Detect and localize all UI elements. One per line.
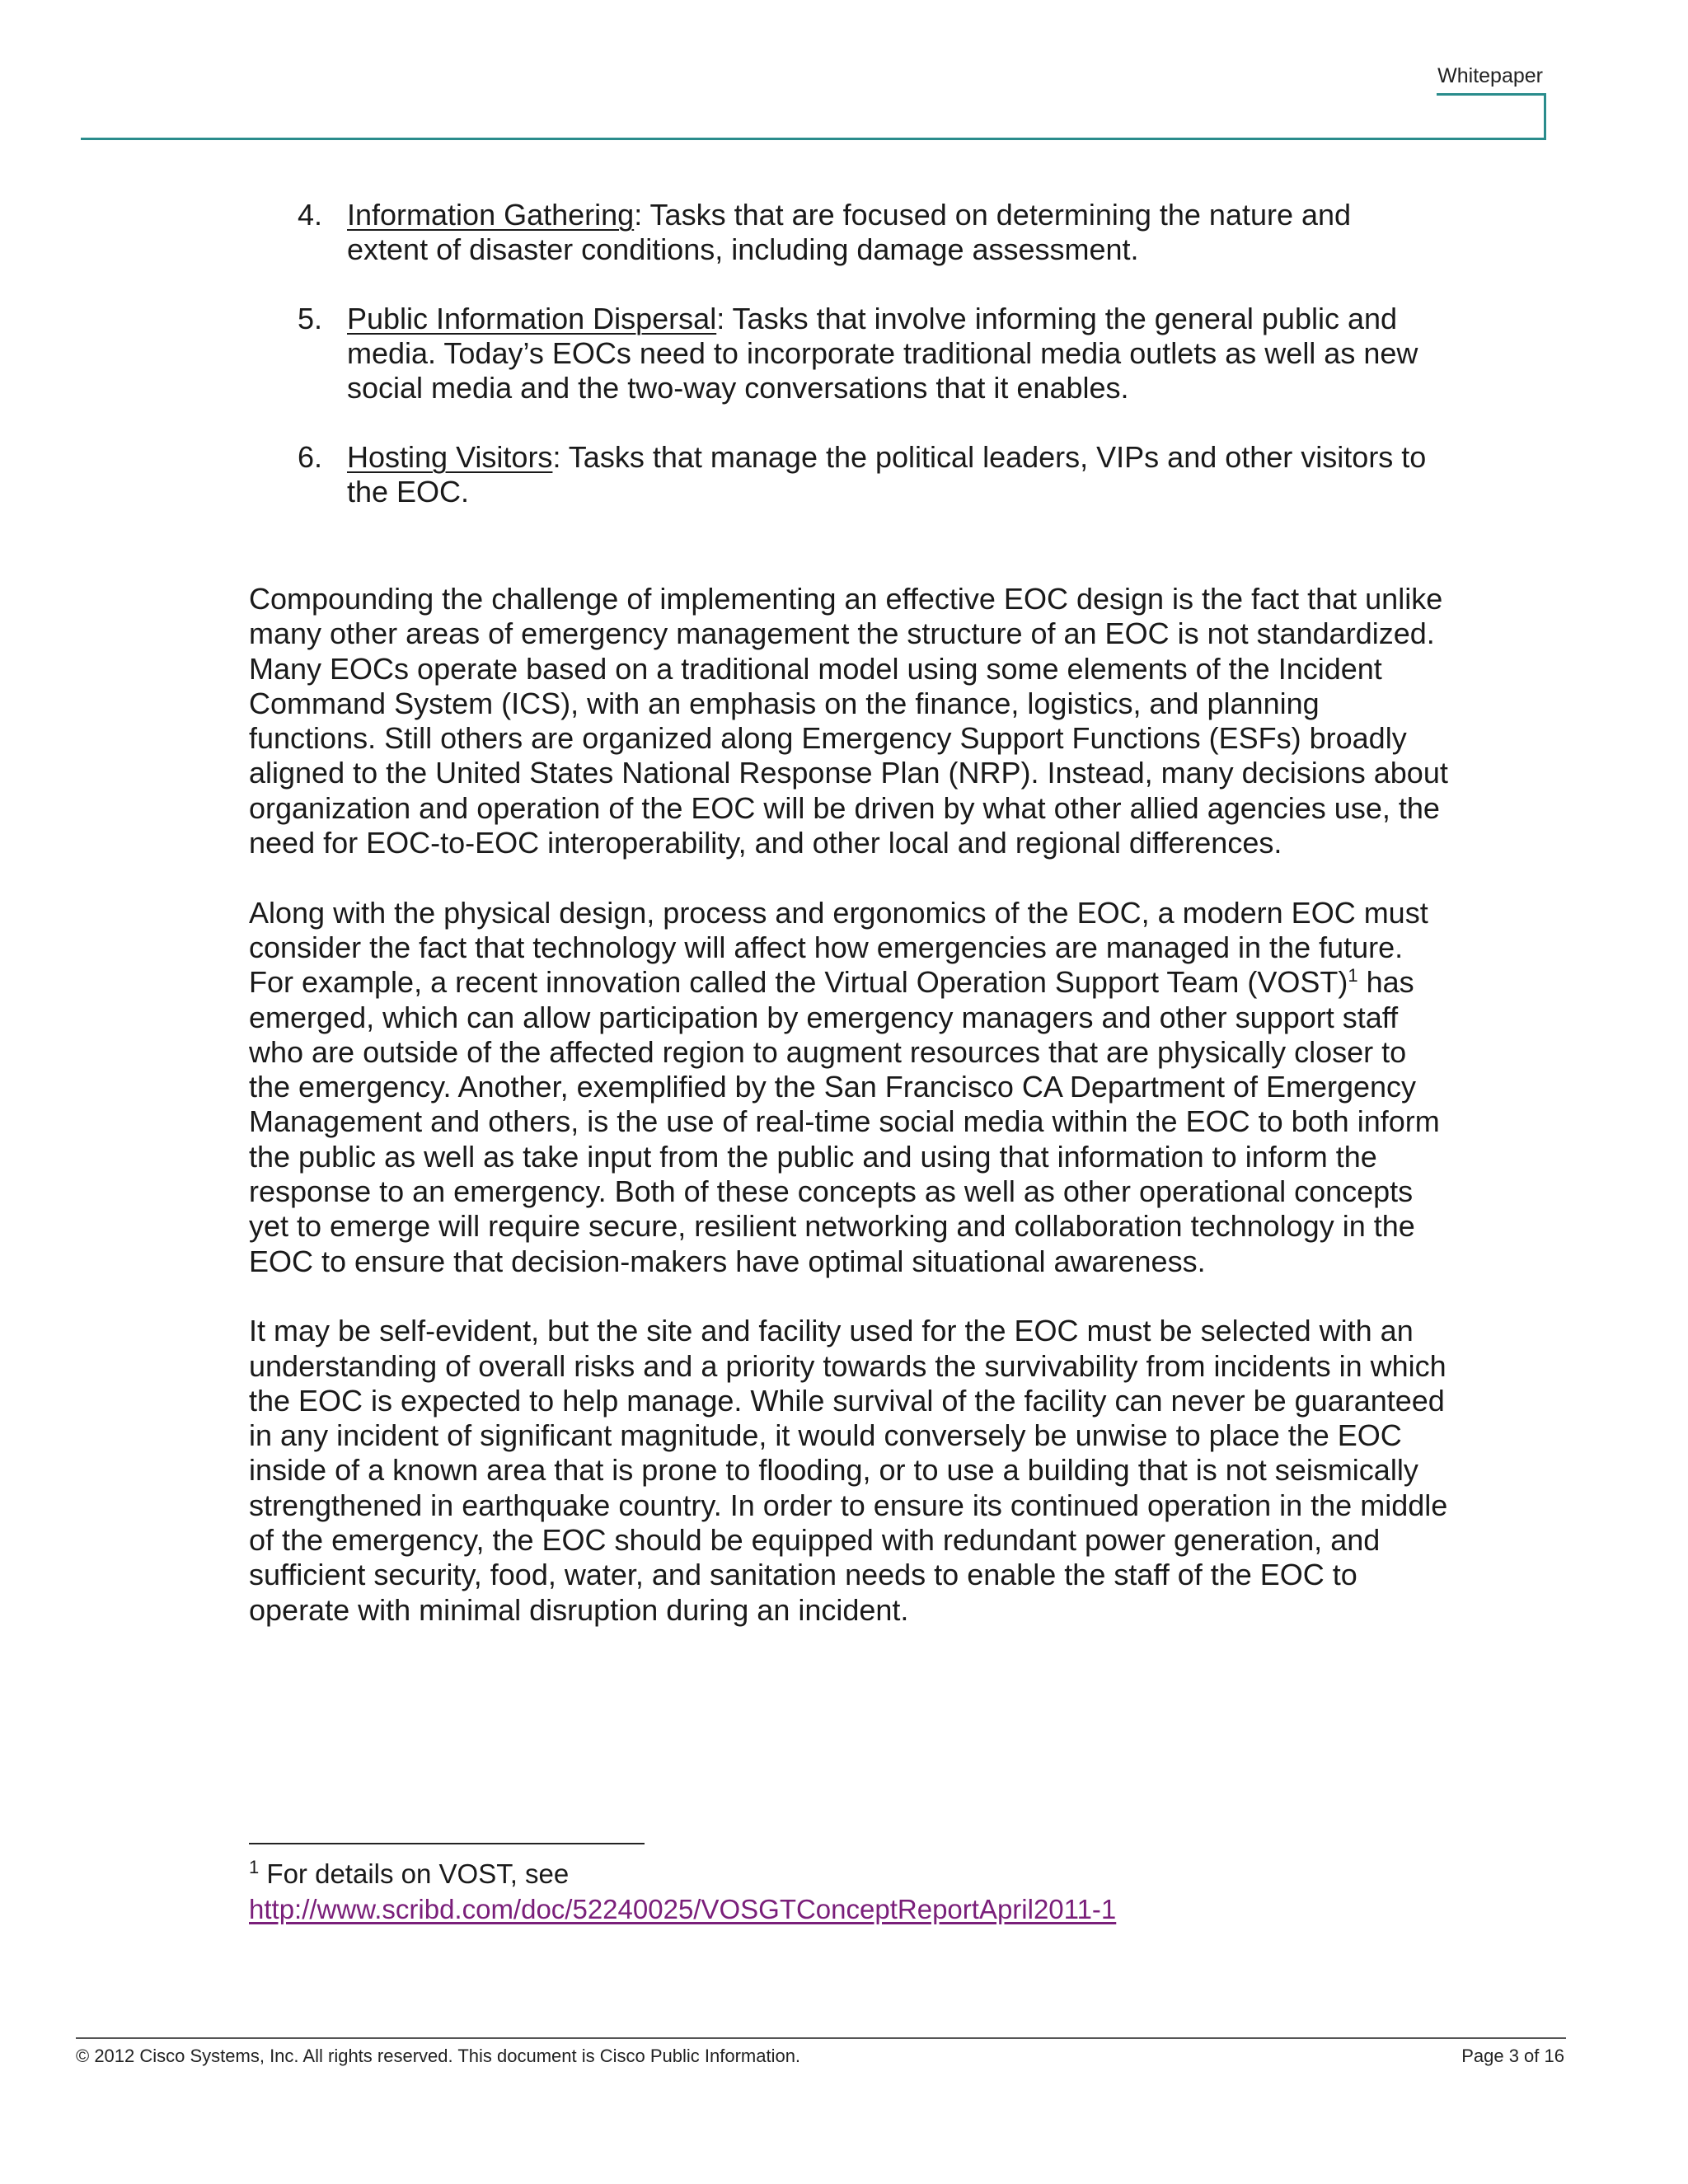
list-item [293,440,1438,509]
paragraph-site-facility: It may be self-evident, but the site and facility used for the EOC must be selected with an understanding of overall risks and a priority towards the survivability from incidents in which the EOC is expected to help manage. While survival of the facility can never be guaranteed in any incident of significant magnitude, it would conversely be unwise to place the EOC inside of a known area that is prone to flooding, or to use a building that is not seismically strengthened in earthquake country. In order to ensure its continued operation in the middle of the emergency, the EOC should be equipped with redundant power generation, and sufficient security, food, water, and sanitation needs to enable the staff of the EOC to operate with minimal disruption during an incident. [249,1314,1448,1627]
footer-rule [76,2037,1566,2039]
header-label: Whitepaper [1437,64,1543,87]
list-item [293,302,1438,405]
list-item-number: 4. [298,198,323,232]
footnote-marker: 1 [249,1857,260,1877]
list-item-term: Hosting Visitors [347,440,553,474]
paragraph-technology-part-2: has emerged, which can allow participation by emergency managers and other support staff who are outside of the affected region to augment resources that are physically closer to the emergency. Another, exemplified by the San Francisco CA Department of Emergency Management and others, is the use of real-time social media within the EOC to both inform the public as well as take input from the public and using that information to inform the response to an emergency. Both of these concepts as well as other operational concepts yet to emerge will require secure, resilient networking and collaboration technology in the EOC to ensure that decision-makers have optimal situational awareness. [249,965,1440,1278]
paragraph-technology [249,896,1452,1279]
list-item [293,198,1438,267]
page-number: Page 3 of 16 [1461,2046,1564,2066]
list-item-text: : Tasks that are focused on determining the nature and extent of disaster conditions, including damage assessment. [347,198,1352,266]
paragraph-eoc-standardization: Compounding the challenge of implementing an effective EOC design is the fact that unlike many other areas of emergency management the structure of an EOC is not standardized. Many EOCs operate based on a traditional model using some elements of the Incident Command System (ICS), with an emphasis on the finance, logistics, and planning functions. Still others are organized along Emergency Support Functions (ESFs) broadly aligned to the United States National Response Plan (NRP). Instead, many decisions about organization and operation of the EOC will be driven by what other allied agencies use, the need for EOC-to-EOC interoperability, and other local and regional differences. [249,582,1448,860]
list-item-number: 5. [298,302,323,335]
footnote-link[interactable]: http://www.scribd.com/doc/52240025/VOSGTConceptReportApril2011-1 [249,1894,1117,1924]
footnote-reference[interactable]: 1 [1348,965,1358,987]
body-text [249,582,1452,1662]
footnote-line [249,1856,1452,1891]
list-item-term: Public Information Dispersal [347,302,717,335]
footnote-separator [249,1843,645,1844]
footnote [249,1856,1452,1927]
list-item-text: : Tasks that involve informing the general public and media. Today’s EOCs need to incorporate traditional media outlets as well as new social media and the two-way conversations that it enables. [347,302,1418,405]
list-item-number: 6. [298,440,323,474]
task-list [293,198,1438,544]
footnote-text: For details on VOST, see [259,1858,570,1889]
list-item-term: Information Gathering [347,198,635,232]
header-rule [81,138,1546,140]
header-tab-frame [1437,93,1546,140]
footer-copyright: © 2012 Cisco Systems, Inc. All rights reserved. This document is Cisco Public Information. [76,2046,801,2066]
list-item-text: : Tasks that manage the political leaders, VIPs and other visitors to the EOC. [347,440,1427,509]
paragraph-technology-part-1: Along with the physical design, process and ergonomics of the EOC, a modern EOC must consider the fact that technology will affect how emergencies are managed in the future. For example, a recent innovation called the Virtual Operation Support Team (VOST) [249,895,1428,1000]
